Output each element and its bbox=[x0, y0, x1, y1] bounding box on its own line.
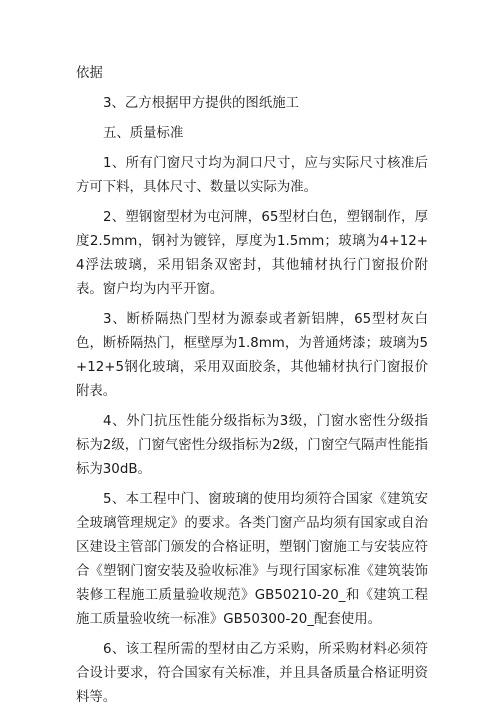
document-body bbox=[76, 62, 428, 716]
paragraph-quality-3: 3、断桥隔热门型材为源泰或者新铝牌，65型材灰白色，断桥隔热门，框壁厚为1.8mm，为普通烤漆；玻璃为5+12+5钢化玻璃，采用双面胶条，其他辅材执行门窗报价附表。 bbox=[76, 312, 428, 399]
paragraph-quality-5: 5、本工程中门、窗玻璃的使用均须符合国家《建筑安全玻璃管理规定》的要求。各类门窗产品均须有国家或自治区建设主管部门颁发的合格证明，塑钢门窗施工与安装应符合《塑钢门窗安装及验收标准》与现行国家标准《建筑装饰装修工程施工质量验收规范》GB50210-20_和《建筑工程施工质量验收统一标准》GB50300-20_配套使用。 bbox=[76, 492, 428, 627]
paragraph-quality-4: 4、外门抗压性能分级指标为3级，门窗水密性分级指标为2级，门窗气密性分级指标为2级，门窗空气隔声性能指标为30dB。 bbox=[76, 414, 428, 477]
paragraph-basis: 依据 bbox=[76, 66, 103, 81]
paragraph-quality-2: 2、塑钢窗型材为屯河牌，65型材白色，塑钢制作，厚度2.5mm，钢衬为镀锌，厚度为1.5mm；玻璃为4+12+4浮法玻璃，采用铝条双密封，其他辅材执行门窗报价附表。窗户均为内平开窗。 bbox=[76, 210, 428, 297]
paragraph-quality-1: 1、所有门窗尺寸均为洞口尺寸，应与实际尺寸核准后方可下料，具体尺寸、数量以实际为准。 bbox=[76, 156, 428, 195]
paragraph-item-3-drawings: 3、乙方根据甲方提供的图纸施工 bbox=[103, 96, 299, 111]
paragraph-quality-6: 6、该工程所需的型材由乙方采购，所采购材料必须符合设计要求，符合国家有关标准，并且具备质量合格证明资料等。 bbox=[76, 642, 428, 705]
section-heading-quality-standards: 五、质量标准 bbox=[103, 126, 184, 141]
